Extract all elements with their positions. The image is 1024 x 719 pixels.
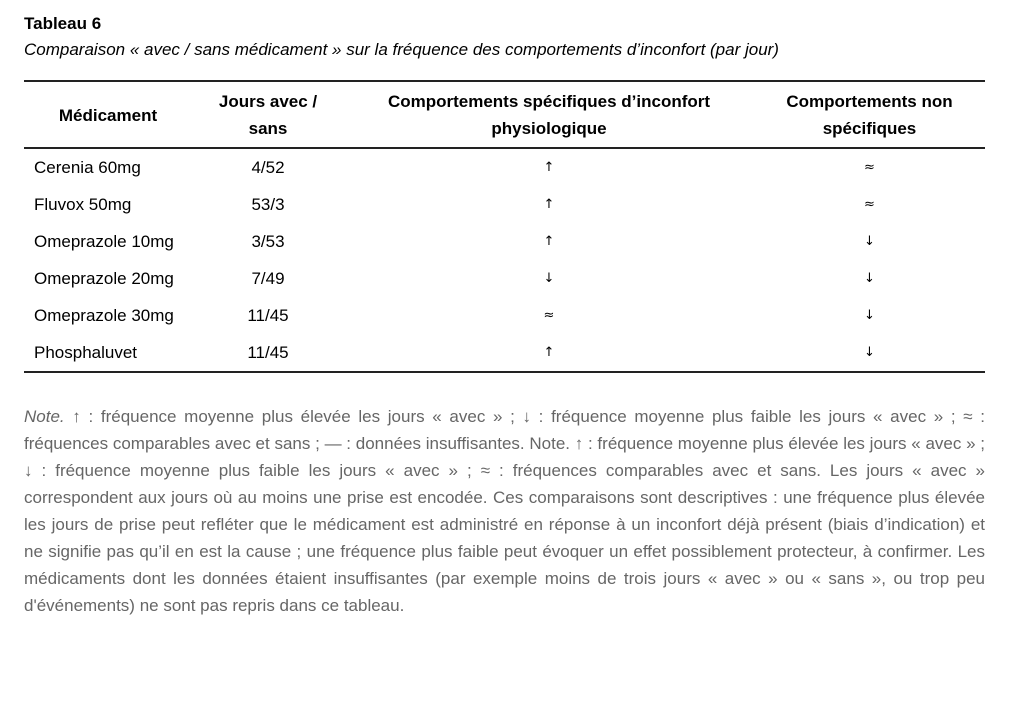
comparison-table <box>24 80 985 373</box>
cell-medicament: Omeprazole 10mg <box>34 232 174 251</box>
cell-medicament: Omeprazole 20mg <box>34 269 174 288</box>
cell-non-specifiques: ↓ <box>864 234 875 249</box>
table-row <box>24 186 985 223</box>
table-caption: Comparaison « avec / sans médicament » sur la fréquence des comportements d’inconfort (par jour) <box>24 40 779 59</box>
cell-physiologique: ↑ <box>543 160 555 175</box>
cell-jours: 3/53 <box>251 232 285 251</box>
table-note <box>24 403 985 619</box>
note-label: Note. <box>24 407 65 426</box>
cell-physiologique: ↑ <box>543 345 555 360</box>
table-row <box>24 223 985 260</box>
table-row <box>24 297 985 334</box>
cell-medicament: Omeprazole 30mg <box>34 306 174 325</box>
cell-medicament: Cerenia 60mg <box>34 158 141 177</box>
cell-jours: 11/45 <box>247 343 289 362</box>
cell-physiologique: ↑ <box>543 197 555 212</box>
cell-physiologique: ↑ <box>543 234 555 249</box>
header-non-specifiques: Comportements non spécifiques <box>786 92 953 138</box>
cell-jours: 7/49 <box>251 269 285 288</box>
cell-physiologique: ≈ <box>543 308 555 323</box>
cell-non-specifiques: ≈ <box>864 160 875 175</box>
table-label: Tableau 6 <box>24 14 102 33</box>
cell-jours: 53/3 <box>251 195 285 214</box>
cell-non-specifiques: ↓ <box>864 271 875 286</box>
cell-medicament: Fluvox 50mg <box>34 195 132 214</box>
cell-non-specifiques: ↓ <box>864 308 875 323</box>
table-row <box>24 334 985 372</box>
table-header-row <box>24 81 985 148</box>
cell-jours: 11/45 <box>247 306 289 325</box>
table-row <box>24 260 985 297</box>
note-text: ↑ : fréquence moyenne plus élevée les jours « avec » ; ↓ : fréquence moyenne plus faible les jours « avec » ; ≈ : fréquences comparables avec et sans ; — : données insuffisantes. Note. ↑ : fréquence moyenne plus élevée les jours « avec » ; ↓ : fréquence moyenne plus faible les jours « avec » ; ≈ : fréquences comparables avec et sans. Les jours « avec » correspondent aux jours où au moins une prise est encodée. Ces comparaisons sont descriptives : une fréquence plus élevée les jours de prise peut refléter que le médicament est administré en réponse à un inconfort déjà présent (biais d’indication) et ne signifie pas qu’il en est la cause ; une fréquence plus faible peut évoquer un effet possiblement protecteur, à confirmer. Les médicaments dont les données étaient insuffisantes (par exemple moins de trois jours « avec » ou « sans », ou trop peu d'événements) ne sont pas repris dans ce tableau. <box>24 407 985 615</box>
cell-non-specifiques: ≈ <box>864 197 875 212</box>
table-row <box>24 148 985 186</box>
cell-non-specifiques: ↓ <box>864 345 875 360</box>
header-physiologique: Comportements spécifiques d’inconfort physiologique <box>387 92 711 138</box>
cell-physiologique: ↓ <box>543 271 555 286</box>
header-medicament: Médicament <box>58 105 158 125</box>
header-jours: Jours avec / sans <box>218 92 318 138</box>
cell-medicament: Phosphaluvet <box>34 343 138 362</box>
cell-jours: 4/52 <box>251 158 285 177</box>
